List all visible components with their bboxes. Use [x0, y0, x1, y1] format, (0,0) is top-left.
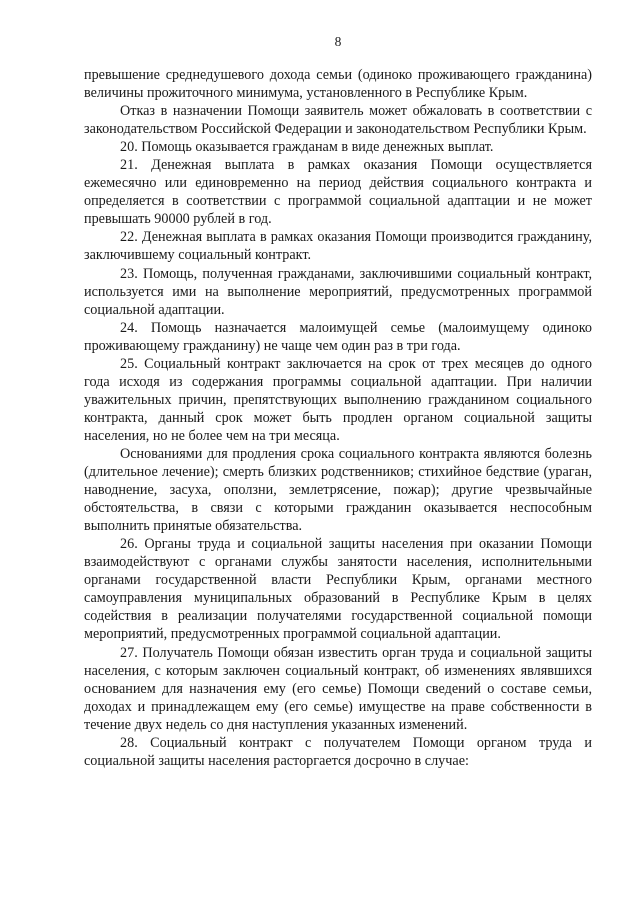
paragraph-26: 26. Органы труда и социальной защиты населения при оказании Помощи взаимодействуют с органами службы занятости населения, исполнительными органами государственной власти Республики Крым, органами местного самоуправления муниципальных образований в Республике Крым в целях содействия в реализации получателями государственной социальной помощи мероприятий, предусмотренных программой социальной адаптации.	[84, 536, 592, 643]
paragraph-23: 23. Помощь, полученная гражданами, заключившими социальный контракт, используется ими на выполнение мероприятий, предусмотренных программой социальной адаптации.	[84, 265, 592, 318]
paragraph-21: 21. Денежная выплата в рамках оказания Помощи осуществляется ежемесячно или единовременно на период действия социального контракта и определяется в соответствии с программой социальной адаптации и не может превышать 90000 рублей в год.	[84, 157, 592, 228]
document-body	[84, 66, 592, 770]
paragraph-28: 28. Социальный контракт с получателем Помощи органом труда и социальной защиты населения расторгается досрочно в случае:	[84, 734, 592, 769]
paragraph-24: 24. Помощь назначается малоимущей семье (малоимущему одиноко проживающему гражданину) не чаще чем один раз в три года.	[84, 319, 592, 354]
page-number: 8	[334, 34, 342, 49]
paragraph-extension-grounds: Основаниями для продления срока социального контракта являются болезнь (длительное лечение); смерть близких родственников; стихийное бедствие (ураган, наводнение, засуха, оползни, землетрясение, пожар); другие чрезвычайные обстоятельства, в связи с которыми гражданин оказывается неспособным выполнить принятые обязательства.	[84, 445, 592, 535]
paragraph-22: 22. Денежная выплата в рамках оказания Помощи производится гражданину, заключившему социальный контракт.	[84, 229, 592, 264]
paragraph-25: 25. Социальный контракт заключается на срок от трех месяцев до одного года исходя из содержания программы социальной адаптации. При наличии уважительных причин, препятствующих выполнению гражданином социального контракта, данный срок может быть продлен органом социальной защиты населения, но не более чем на три месяца.	[84, 355, 592, 444]
paragraph-continuation: превышение среднедушевого дохода семьи (одиноко проживающего гражданина) величины прожиточного минимума, установленного в Республике Крым.	[84, 67, 592, 102]
paragraph-appeal: Отказ в назначении Помощи заявитель может обжаловать в соответствии с законодательством Российской Федерации и законодательством Республики Крым.	[84, 103, 592, 138]
paragraph-20: 20. Помощь оказывается гражданам в виде денежных выплат.	[120, 139, 494, 156]
paragraph-27: 27. Получатель Помощи обязан известить орган труда и социальной защиты населения, с которым заключен социальный контракт, об изменениях являвшихся основанием для назначения ему (его семье) Помощи сведений о составе семьи, доходах и принадлежащем ему (его семье) имуществе на праве собственности в течение двух недель со дня наступления указанных изменений.	[84, 644, 592, 733]
